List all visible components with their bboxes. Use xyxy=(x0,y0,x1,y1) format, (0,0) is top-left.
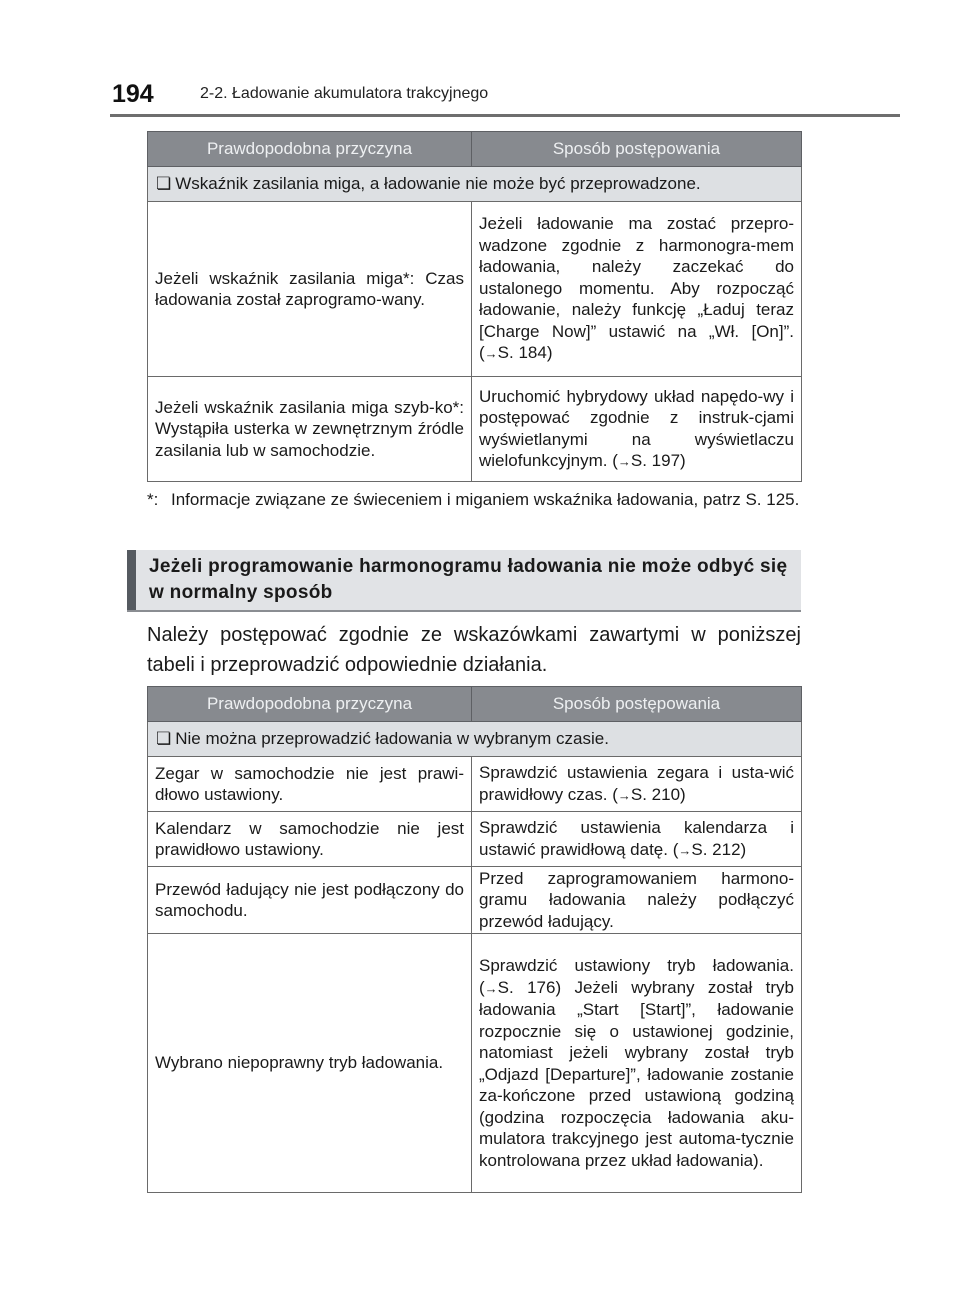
cause-cell: Jeżeli wskaźnik zasilania miga szyb-ko*: Wystąpiła usterka w zewnętrznym źródle zasilania lub w samochodzie. xyxy=(148,377,472,482)
table-row xyxy=(148,934,802,1193)
table-category-row xyxy=(148,722,802,757)
arrow-right-icon: → xyxy=(484,980,498,996)
arrow-right-icon: → xyxy=(617,454,631,469)
cause-cell: Jeżeli wskaźnik zasilania miga*: Czas ładowania został zaprogramo-wany. xyxy=(148,202,472,377)
intro-paragraph: Należy postępować zgodnie ze wskazówkami zawartymi w poniższej tabeli i przeprowadzić odpowiednie działania. xyxy=(147,624,801,676)
page-reference: S. 210) xyxy=(630,784,686,804)
category-text: Wskaźnik zasilania miga, a ładowanie nie może być przeprowadzone. xyxy=(175,174,701,194)
footnote-text: Informacje związane ze świeceniem i miganiem wskaźnika ładowania, patrz S. 125. xyxy=(171,490,800,509)
page-reference: S. 176) xyxy=(497,977,562,997)
table-header-row xyxy=(148,687,802,722)
action-text-continued: Jeżeli wybrany został tryb ładowania „Start [Start]”, ładowanie rozpocznie się o ustawionej godzinie, natomiast jeżeli wybrany został tryb „Odjazd [Departure]”, ładowanie zostanie za-kończone przed ustawioną godziną (godzina rozpoczęcia ładowania aku-mulatora trakcyjnego jest automa-tycznie kontrolowana przez układ ładowania). xyxy=(479,977,794,1170)
category-text: Nie można przeprowadzić ładowania w wybranym czasie. xyxy=(175,729,609,749)
action-text: Uruchomić hybrydowy układ napędo-wy i postępować zgodnie z instruk-cjami wyświetlanymi na wyświetlaczu wielofunkcyjnym. xyxy=(479,386,794,470)
action-text: Jeżeli ładowanie ma zostać przepro-wadzone zgodnie z harmonogra-mem ładowania, należy zaczekać do ustalonego momentu. Aby rozpocząć ładowanie, należy funkcję „Ładuj teraz [Charge Now]” ustawić na „Wł. [On]”. xyxy=(479,214,794,341)
page-header xyxy=(110,80,900,116)
action-cell: Jeżeli ładowanie ma zostać przepro-wadzone zgodnie z harmonogra-mem ładowania, należy zaczekać do ustalonego momentu. Aby rozpocząć ładowanie, należy funkcję „Ładuj teraz [Charge Now]” ustawić na „Wł. [On]”. (→S. 184) xyxy=(472,202,802,377)
column-header-action: Sposób postępowania xyxy=(472,132,802,167)
section-title: 2-2. Ładowanie akumulatora trakcyjnego xyxy=(200,85,489,102)
subheading-accent-bar xyxy=(127,550,136,610)
page-reference: S. 184) xyxy=(497,343,553,363)
header-divider xyxy=(110,114,900,117)
page-reference: S. 197) xyxy=(630,451,686,470)
page-number: 194 xyxy=(112,80,154,108)
action-cell: Sprawdzić ustawiony tryb ładowania. (→S. 176) Jeżeli wybrany został tryb ładowania „Start [Start]”, ładowanie rozpocznie się o ustawionej godzinie, natomiast jeżeli wybrany został tryb „Odjazd [Departure]”, ładowanie zostanie za-kończone przed ustawioną godziną (godzina rozpoczęcia ładowania aku-mulatora trakcyjnego jest automa-tycznie kontrolowana przez układ ładowania). xyxy=(472,934,802,1193)
action-text: Sprawdzić ustawienia zegara i usta-wić prawidłowy czas. xyxy=(479,763,794,804)
action-cell: Uruchomić hybrydowy układ napędo-wy i postępować zgodnie z instruk-cjami wyświetlanymi na wyświetlaczu wielofunkcyjnym. (→S. 197) xyxy=(472,377,802,482)
page-reference: S. 212) xyxy=(691,839,747,859)
table-row xyxy=(148,202,802,377)
subheading-box xyxy=(127,550,801,612)
action-text: Sprawdzić ustawienia kalendarza i ustawić prawidłową datę. xyxy=(479,818,794,859)
arrow-right-icon: → xyxy=(484,346,498,362)
column-header-cause: Prawdopodobna przyczyna xyxy=(148,687,472,722)
category-cell xyxy=(148,722,802,757)
action-cell: Przed zaprogramowaniem harmono-gramu ładowania należy podłączyć przewód ładujący. xyxy=(472,867,802,934)
cause-cell: Przewód ładujący nie jest podłączony do samochodu. xyxy=(148,867,472,934)
footnote-marker: *: xyxy=(147,490,159,509)
table-row xyxy=(148,867,802,934)
category-cell xyxy=(148,167,802,202)
cause-cell: Kalendarz w samochodzie nie jest prawidłowo ustawiony. xyxy=(148,812,472,867)
checkbox-square-icon: ❏ xyxy=(156,729,172,749)
table-row xyxy=(148,812,802,867)
table-header-row xyxy=(148,132,802,167)
arrow-right-icon: → xyxy=(617,787,631,803)
action-cell: Sprawdzić ustawienia kalendarza i ustawić prawidłową datę. (→S. 212) xyxy=(472,812,802,867)
column-header-action: Sposób postępowania xyxy=(472,687,802,722)
action-cell: Sprawdzić ustawienia zegara i usta-wić prawidłowy czas. (→S. 210) xyxy=(472,757,802,812)
arrow-right-icon: → xyxy=(678,842,692,858)
action-text: Sprawdzić ustawiony tryb ładowania. xyxy=(479,956,794,975)
subheading-title: Jeżeli programowanie harmonogramu ładowania nie może odbyć się w normalny sposób xyxy=(149,556,788,603)
table-power-indicator xyxy=(147,131,802,482)
table-category-row xyxy=(148,167,802,202)
table-row xyxy=(148,757,802,812)
table-row xyxy=(148,377,802,482)
checkbox-square-icon: ❏ xyxy=(156,174,172,194)
footnote xyxy=(147,488,801,512)
cause-cell: Wybrano niepoprawny tryb ładowania. xyxy=(148,934,472,1193)
table-charging-schedule xyxy=(147,686,802,1193)
cause-cell: Zegar w samochodzie nie jest prawi-dłowo ustawiony. xyxy=(148,757,472,812)
column-header-cause: Prawdopodobna przyczyna xyxy=(148,132,472,167)
